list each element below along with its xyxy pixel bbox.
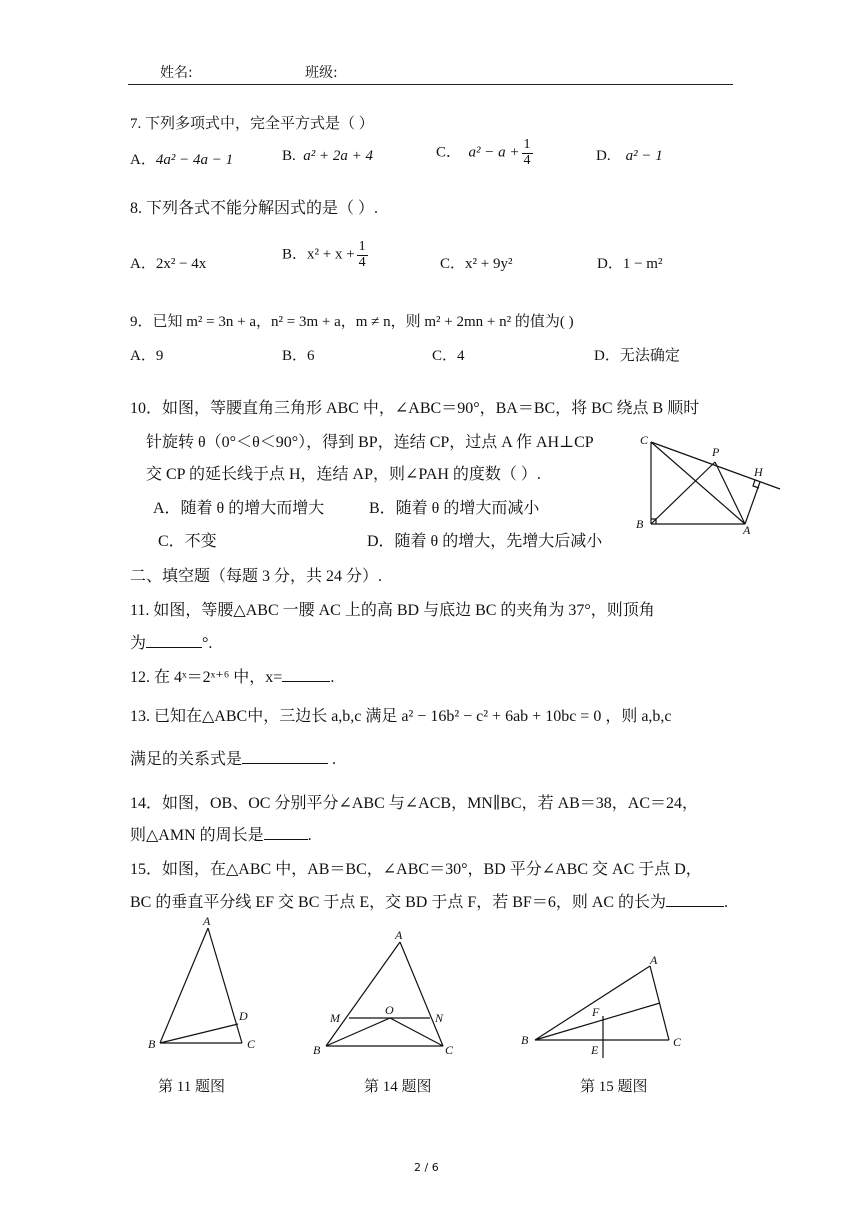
q14-answer-blank[interactable] (264, 825, 308, 840)
q10-line3: 交 CP 的延长线于点 H，连结 AP，则∠PAH 的度数（ ）. (146, 466, 541, 483)
section2-title: 二、填空题（每题 3 分，共 24 分）. (130, 568, 383, 585)
fig11-label-d: D (239, 1009, 248, 1023)
fig15-label-a: A (650, 953, 658, 967)
q7-b-label: B. (282, 148, 296, 164)
q10-line1: 10．如图，等腰直角三角形 ABC 中，∠ABC＝90°，BA＝BC，将 BC 绕点 B 顺时 (130, 400, 700, 417)
q10-option-a: A．随着 θ 的增大而增大 (153, 500, 325, 517)
q9-option-d: D．无法确定 (594, 348, 680, 364)
q9-stem: 9．已知 m² = 3n + a，n² = 3m + a，m ≠ n，则 m² + 2mn + n² 的值为( ) (130, 314, 574, 330)
q7-c-expr: a² − a + (468, 144, 520, 161)
q10-seg-bp (651, 462, 715, 524)
q13-line1: 13. 已知在△ABC中，三边长 a,b,c 满足 a² − 16b² − c² + 6ab + 10bc = 0 ，则 a,b,c (130, 708, 672, 725)
q8-option-b: B．x² + x + $\frac{1}{4}$ (282, 239, 366, 270)
q10-label-b: B (636, 517, 644, 531)
q7-option-a (130, 148, 233, 169)
q14-line1: 14．如图，OB、OC 分别平分∠ABC 与∠ACB，MN∥BC，若 AB＝38，AC＝24， (130, 795, 699, 812)
fig14-label-b: B (313, 1043, 321, 1057)
q13-answer-blank[interactable] (242, 749, 328, 764)
q7-option-c (436, 138, 535, 168)
q10-label-a: A (743, 523, 751, 537)
q7-d-label: D. (596, 148, 611, 164)
fig11-label-a: A (203, 914, 211, 928)
q7-a-expr: 4a² − 4a − 1 (155, 152, 234, 168)
q11-answer-blank[interactable] (146, 633, 202, 648)
q8-option-d: D．1 − m² (597, 256, 663, 272)
fig15 (515, 948, 695, 1058)
q9-option-a: A．9 (130, 348, 164, 364)
fig15-label-e: E (591, 1043, 599, 1057)
q15-line1: 15．如图，在△ABC 中，AB＝BC，∠ABC＝30°，BD 平分∠ABC 交 AC 于点 D， (130, 861, 702, 878)
q9-option-c: C．4 (432, 348, 465, 364)
q12-answer-blank[interactable] (282, 667, 330, 682)
q10-figure (630, 430, 790, 540)
q10-line2: 针旋转 θ（0°＜θ＜90°），得到 BP，连结 CP，过点 A 作 AH⊥CP (146, 434, 594, 451)
q10-seg-ah (745, 482, 760, 524)
q9-option-b: B．6 (282, 348, 315, 364)
q7-d-expr: a² − 1 (625, 148, 663, 164)
q7-stem: 7. 下列多项式中，完全平方式是（ ） (130, 116, 374, 132)
fig11 (140, 912, 270, 1060)
q8-option-a: A．2x² − 4x (130, 256, 207, 272)
fig15-label-c: C (673, 1035, 682, 1049)
q8-option-c: C．x² + 9y² (440, 256, 513, 272)
fig14 (305, 924, 465, 1060)
q7-c-label: C． (436, 144, 462, 161)
q8-stem: 8. 下列各式不能分解因式的是（ ）. (130, 200, 379, 217)
q8-b-fraction: $\frac{1}{4}$ (358, 239, 366, 270)
fig14-label-o: O (385, 1003, 394, 1017)
fig11-label-b: B (148, 1037, 156, 1051)
fig11-label-c: C (247, 1037, 256, 1051)
q15-answer-blank[interactable] (666, 892, 724, 907)
q15-line2: BC 的垂直平分线 EF 交 BC 于点 E，交 BD 于点 F，若 BF＝6，则 AC 的长为 . (130, 894, 729, 911)
name-label: 姓名: (160, 65, 193, 81)
q13-line2: 满足的关系式是 . (130, 751, 337, 768)
q7-a-label: A． (130, 152, 156, 168)
fig14-label-c: C (445, 1043, 454, 1057)
q10-label-h: H (754, 465, 763, 479)
fig15-caption: 第 15 题图 (580, 1079, 648, 1095)
fig14-label-m: M (330, 1011, 340, 1025)
page-number: 2 / 6 (414, 1161, 439, 1174)
q14-line2: 则△AMN 的周长是 . (130, 827, 312, 844)
fig15-label-f: F (592, 1005, 600, 1019)
q7-option-b (282, 148, 373, 165)
q11-line2: 为 °. (130, 635, 213, 652)
q10-option-d: D．随着 θ 的增大，先增大后减小 (367, 533, 603, 550)
q11-line1: 11. 如图，等腰△ABC 一腰 AC 上的高 BD 与底边 BC 的夹角为 37°，则顶角 (130, 602, 655, 619)
class-label: 班级: (305, 65, 338, 81)
q10-seg-ca (651, 442, 745, 524)
q10-option-c: C．不变 (158, 533, 217, 550)
fig11-caption: 第 11 题图 (158, 1079, 225, 1095)
q10-label-c: C (640, 433, 649, 447)
q7-b-expr: a² + 2a + 4 (303, 148, 374, 164)
q10-label-p: P (712, 445, 720, 459)
fig14-label-n: N (435, 1011, 444, 1025)
fig15-label-b: B (521, 1033, 529, 1047)
q10-option-b: B．随着 θ 的增大而减小 (369, 500, 540, 517)
q7-option-d (596, 148, 663, 165)
fig14-label-a: A (395, 928, 403, 942)
fig14-caption: 第 14 题图 (364, 1079, 432, 1095)
q12-line: 12. 在 4ˣ＝2ˣ⁺⁶ 中，x= . (130, 669, 335, 686)
header-rule (128, 84, 733, 85)
q7-c-fraction: $\frac{1}{4}$ (523, 137, 531, 168)
